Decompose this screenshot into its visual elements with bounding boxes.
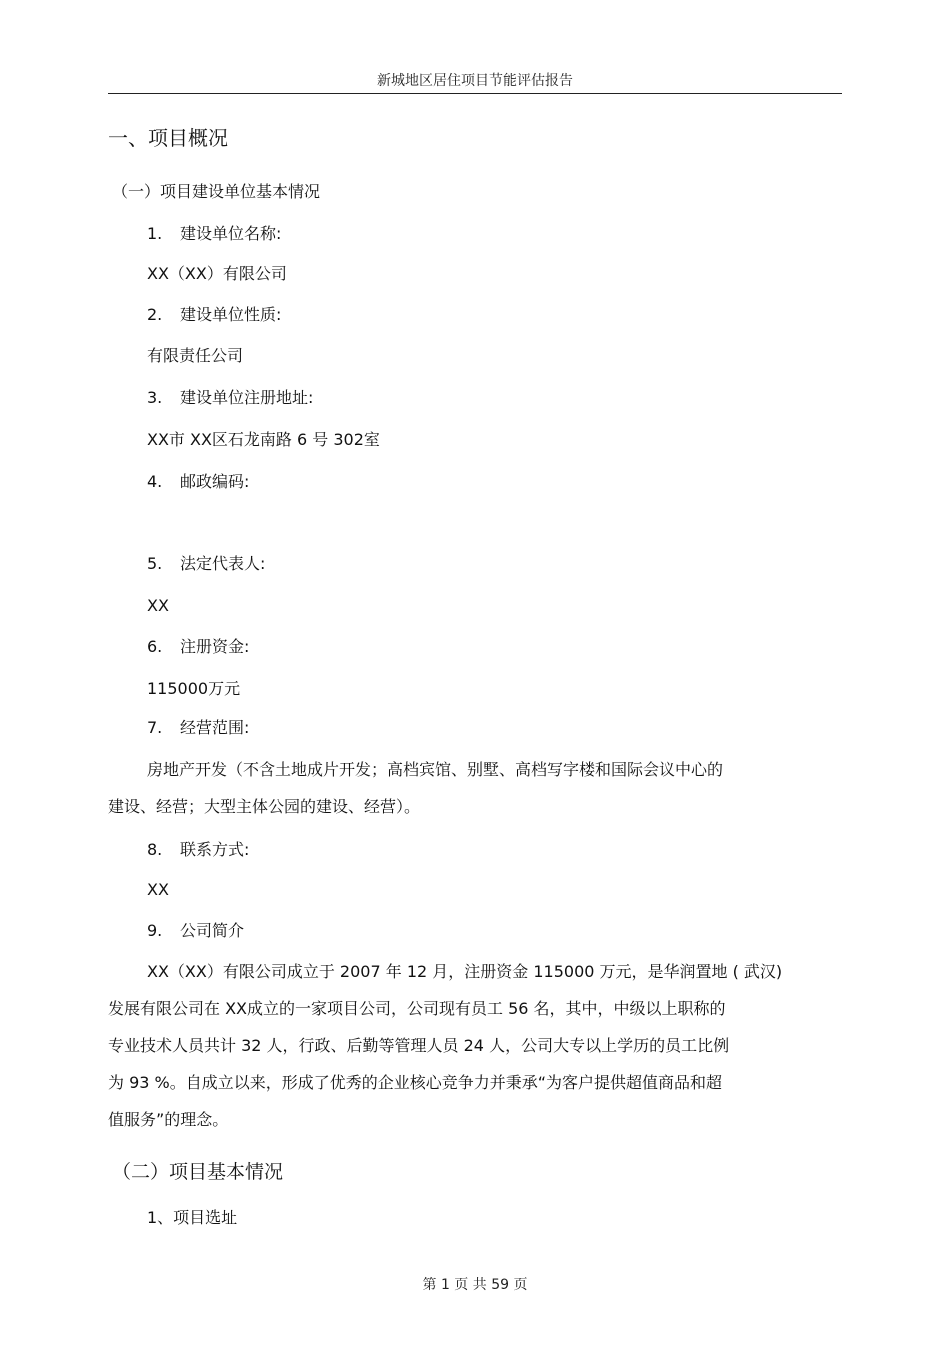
item-number: 7. (147, 718, 163, 737)
item-label-row (147, 921, 244, 941)
item-label: 建设单位注册地址: (180, 388, 314, 407)
item-label-row (147, 305, 281, 325)
item-value: XX市 XX区石龙南路 6 号 302室 (147, 430, 380, 449)
item-value: 115000万元 (147, 679, 241, 698)
running-header: 新城地区居住项目节能评估报告 (377, 73, 573, 89)
item-number: 1. (147, 224, 163, 243)
item-number: 8. (147, 840, 163, 859)
item-label: 建设单位名称: (180, 224, 282, 243)
header-rule (108, 93, 842, 94)
item-label: 公司简介 (180, 921, 245, 940)
item-number: 2. (147, 305, 163, 324)
item-number: 5. (147, 554, 163, 573)
paragraph-line: 为 93 %。自成立以来，形成了优秀的企业核心竞争力并秉承“为客户提供超值商品和超 (108, 1073, 723, 1092)
paragraph-line: 建设、经营；大型主体公园的建设、经营）。 (108, 797, 421, 816)
paragraph-line: 值服务”的理念。 (108, 1110, 229, 1129)
item-number: 4. (147, 472, 163, 491)
item-number: 6. (147, 637, 163, 656)
list-item: 1、项目选址 (147, 1208, 238, 1227)
item-label: 经营范围: (180, 718, 250, 737)
paragraph-line: 房地产开发（不含土地成片开发；高档宾馆、别墅、高档写字楼和国际会议中心的 (147, 760, 724, 779)
item-label: 建设单位性质: (180, 305, 282, 324)
item-value: XX (147, 596, 169, 615)
item-value: XX（XX）有限公司 (147, 264, 287, 283)
item-label: 联系方式: (180, 840, 250, 859)
item-label: 法定代表人: (180, 554, 266, 573)
paragraph-line: 发展有限公司在 XX成立的一家项目公司，公司现有员工 56 名，其中，中级以上职称的 (108, 999, 726, 1018)
subsection-heading: （一）项目建设单位基本情况 (112, 182, 321, 201)
item-label-row (147, 224, 281, 244)
item-label-row (147, 840, 249, 860)
section-heading: 一、项目概况 (108, 126, 228, 150)
item-label-row (147, 388, 313, 408)
item-label-row (147, 637, 249, 657)
item-value: 有限责任公司 (147, 346, 244, 365)
subsection-heading: （二）项目基本情况 (112, 1161, 284, 1183)
item-label-row (147, 472, 249, 492)
item-label: 注册资金: (180, 637, 250, 656)
paragraph-line: 专业技术人员共计 32 人，行政、后勤等管理人员 24 人，公司大专以上学历的员工比例 (108, 1036, 730, 1055)
item-label-row (147, 554, 265, 574)
item-number: 3. (147, 388, 163, 407)
item-label: 邮政编码: (180, 472, 250, 491)
item-value: XX (147, 880, 169, 899)
item-label-row (147, 718, 249, 738)
item-number: 9. (147, 921, 163, 940)
paragraph-line: XX（XX）有限公司成立于 2007 年 12 月，注册资金 115000 万元，是华润置地 ( 武汉) (147, 962, 783, 981)
page-footer: 第 1 页 共 59 页 (422, 1277, 528, 1293)
